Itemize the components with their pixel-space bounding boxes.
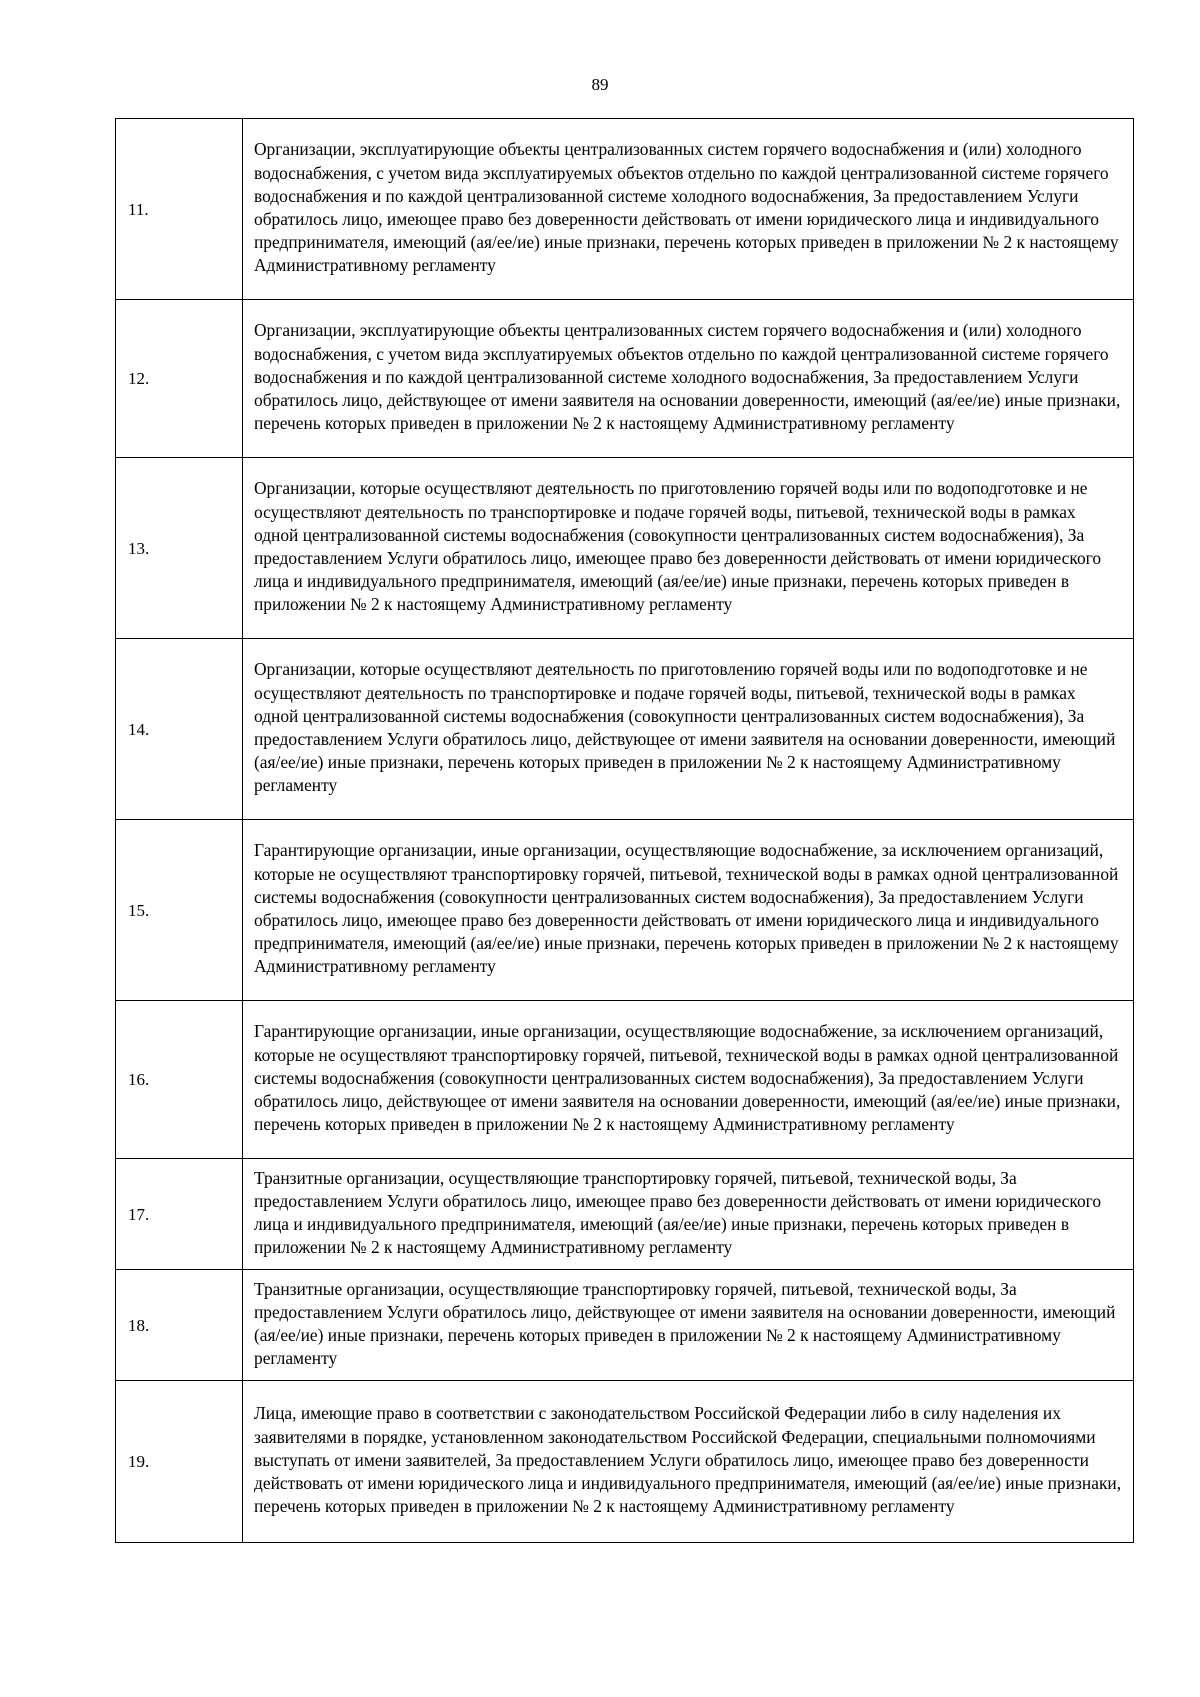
- table-row: [116, 458, 1134, 639]
- table-row: [116, 1159, 1134, 1270]
- row-description: Организации, эксплуатирующие объекты централизованных систем горячего водоснабжения и (или) холодного водоснабжения, с учетом вида эксплуатируемых объектов отдельно по каждой централизованной системе горячего водоснабжения и по каждой централизованной системе холодного водоснабжения, За предоставлением Услуги обратилось лицо, действующее от имени заявителя на основании доверенности, имеющий (ая/ее/ие) иные признаки, перечень которых приведен в приложении № 2 к настоящему Административному регламенту: [243, 300, 1134, 458]
- row-number: 19.: [116, 1381, 243, 1543]
- row-description: Транзитные организации, осуществляющие транспортировку горячей, питьевой, технической воды, За предоставлением Услуги обратилось лицо, действующее от имени заявителя на основании доверенности, имеющий (ая/ее/ие) иные признаки, перечень которых приведен в приложении № 2 к настоящему Административному регламенту: [243, 1270, 1134, 1381]
- row-description: Организации, которые осуществляют деятельность по приготовлению горячей воды или по водоподготовке и не осуществляют деятельность по транспортировке и подаче горячей воды, питьевой, технической воды в рамках одной централизованной системы водоснабжения (совокупности централизованных систем водоснабжения), За предоставлением Услуги обратилось лицо, действующее от имени заявителя на основании доверенности, имеющий (ая/ее/ие) иные признаки, перечень которых приведен в приложении № 2 к настоящему Административному регламенту: [243, 639, 1134, 820]
- row-number: 17.: [116, 1159, 243, 1270]
- table-row: [116, 119, 1134, 300]
- row-description: Гарантирующие организации, иные организации, осуществляющие водоснабжение, за исключением организаций, которые не осуществляют транспортировку горячей, питьевой, технической воды в рамках одной централизованной системы водоснабжения (совокупности централизованных систем водоснабжения), За предоставлением Услуги обратилось лицо, имеющее право без доверенности действовать от имени юридического лица и индивидуального предпринимателя, имеющий (ая/ее/ие) иные признаки, перечень которых приведен в приложении № 2 к настоящему Административному регламенту: [243, 820, 1134, 1001]
- row-description: Организации, эксплуатирующие объекты централизованных систем горячего водоснабжения и (или) холодного водоснабжения, с учетом вида эксплуатируемых объектов отдельно по каждой централизованной системе горячего водоснабжения и по каждой централизованной системе холодного водоснабжения, За предоставлением Услуги обратилось лицо, имеющее право без доверенности действовать от имени юридического лица и индивидуального предпринимателя, имеющий (ая/ее/ие) иные признаки, перечень которых приведен в приложении № 2 к настоящему Административному регламенту: [243, 119, 1134, 300]
- row-number: 12.: [116, 300, 243, 458]
- row-number: 11.: [116, 119, 243, 300]
- row-description: Гарантирующие организации, иные организации, осуществляющие водоснабжение, за исключением организаций, которые не осуществляют транспортировку горячей, питьевой, технической воды в рамках одной централизованной системы водоснабжения (совокупности централизованных систем водоснабжения), За предоставлением Услуги обратилось лицо, действующее от имени заявителя на основании доверенности, имеющий (ая/ее/ие) иные признаки, перечень которых приведен в приложении № 2 к настоящему Административному регламенту: [243, 1001, 1134, 1159]
- table-row: [116, 1270, 1134, 1381]
- row-number: 14.: [116, 639, 243, 820]
- document-table: [115, 118, 1134, 1543]
- row-number: 15.: [116, 820, 243, 1001]
- row-description: Транзитные организации, осуществляющие транспортировку горячей, питьевой, технической воды, За предоставлением Услуги обратилось лицо, имеющее право без доверенности действовать от имени юридического лица и индивидуального предпринимателя, имеющий (ая/ее/ие) иные признаки, перечень которых приведен в приложении № 2 к настоящему Административному регламенту: [243, 1159, 1134, 1270]
- table-row: [116, 1001, 1134, 1159]
- row-description: Организации, которые осуществляют деятельность по приготовлению горячей воды или по водоподготовке и не осуществляют деятельность по транспортировке и подаче горячей воды, питьевой, технической воды в рамках одной централизованной системы водоснабжения (совокупности централизованных систем водоснабжения), За предоставлением Услуги обратилось лицо, имеющее право без доверенности действовать от имени юридического лица и индивидуального предпринимателя, имеющий (ая/ее/ие) иные признаки, перечень которых приведен в приложении № 2 к настоящему Административному регламенту: [243, 458, 1134, 639]
- table-row: [116, 300, 1134, 458]
- row-number: 18.: [116, 1270, 243, 1381]
- row-number: 16.: [116, 1001, 243, 1159]
- table-row: [116, 1381, 1134, 1543]
- row-number: 13.: [116, 458, 243, 639]
- table-row: [116, 820, 1134, 1001]
- page-number: 89: [591, 75, 609, 94]
- row-description: Лица, имеющие право в соответствии с законодательством Российской Федерации либо в силу наделения их заявителями в порядке, установленном законодательством Российской Федерации, специальными полномочиями выступать от имени заявителей, За предоставлением Услуги обратилось лицо, имеющее право без доверенности действовать от имени юридического лица и индивидуального предпринимателя, имеющий (ая/ее/ие) иные признаки, перечень которых приведен в приложении № 2 к настоящему Административному регламенту: [243, 1381, 1134, 1543]
- table-row: [116, 639, 1134, 820]
